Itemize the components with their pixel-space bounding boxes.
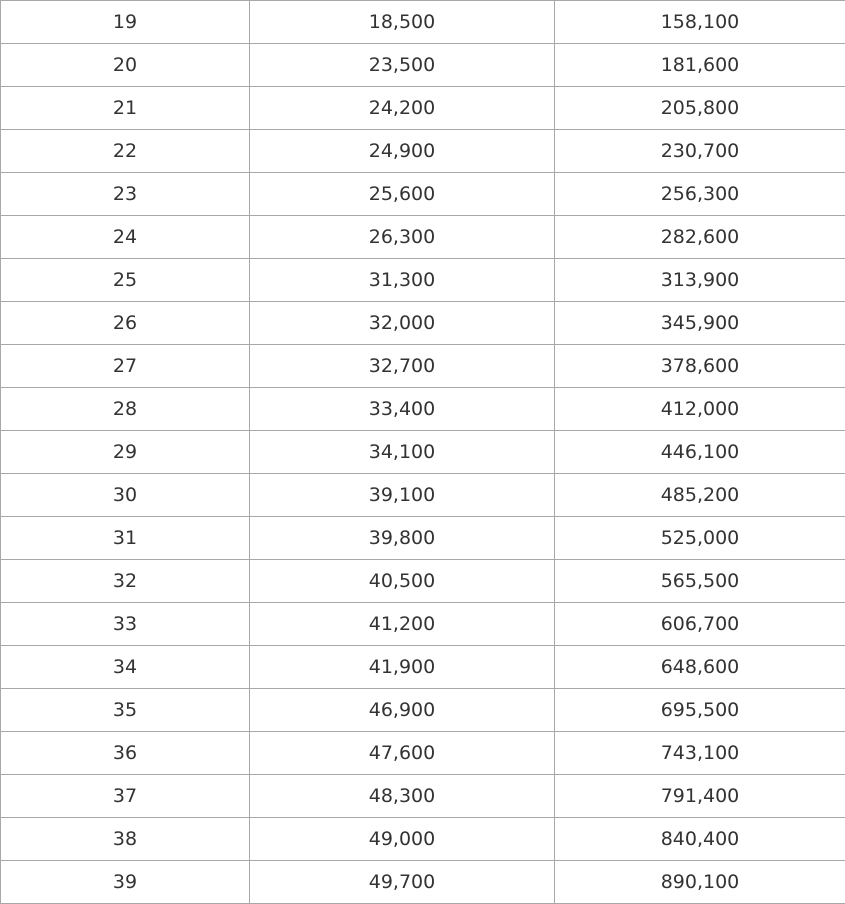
table-cell-value: 46,900 [250,689,555,732]
table-cell-total: 485,200 [555,474,845,517]
table-cell-level: 33 [1,603,250,646]
table-cell-level: 36 [1,732,250,775]
table-cell-total: 282,600 [555,216,845,259]
table-body [1,1,845,904]
table-cell-total: 345,900 [555,302,845,345]
table-row [1,388,845,431]
table-row [1,560,845,603]
table-row [1,861,845,904]
table-cell-value: 39,800 [250,517,555,560]
table-cell-total: 695,500 [555,689,845,732]
table-cell-value: 31,300 [250,259,555,302]
table-row [1,474,845,517]
table-cell-value: 49,700 [250,861,555,904]
table-cell-total: 256,300 [555,173,845,216]
table-cell-total: 205,800 [555,87,845,130]
table-row [1,345,845,388]
table-row [1,259,845,302]
table-cell-total: 648,600 [555,646,845,689]
table-row [1,431,845,474]
table-row [1,44,845,87]
table-cell-total: 791,400 [555,775,845,818]
table-cell-value: 26,300 [250,216,555,259]
table-cell-value: 41,900 [250,646,555,689]
table-cell-total: 230,700 [555,130,845,173]
table-cell-total: 565,500 [555,560,845,603]
table-cell-total: 181,600 [555,44,845,87]
table-cell-level: 35 [1,689,250,732]
table-row [1,216,845,259]
table-cell-level: 22 [1,130,250,173]
table-row [1,732,845,775]
table-cell-value: 18,500 [250,1,555,44]
table-cell-level: 21 [1,87,250,130]
table-cell-value: 49,000 [250,818,555,861]
table-cell-value: 47,600 [250,732,555,775]
table-cell-value: 40,500 [250,560,555,603]
table-cell-value: 24,900 [250,130,555,173]
table-cell-level: 29 [1,431,250,474]
table-cell-value: 39,100 [250,474,555,517]
table-cell-level: 34 [1,646,250,689]
table-cell-total: 890,100 [555,861,845,904]
table-row [1,302,845,345]
table-cell-value: 32,000 [250,302,555,345]
table-cell-level: 37 [1,775,250,818]
table-row [1,173,845,216]
table-cell-total: 606,700 [555,603,845,646]
table-cell-total: 446,100 [555,431,845,474]
table-cell-value: 24,200 [250,87,555,130]
table-row [1,517,845,560]
table-row [1,130,845,173]
table-cell-value: 34,100 [250,431,555,474]
table-cell-level: 25 [1,259,250,302]
table-row [1,775,845,818]
table-row [1,1,845,44]
table-cell-level: 20 [1,44,250,87]
table-cell-level: 31 [1,517,250,560]
table-cell-level: 30 [1,474,250,517]
table-cell-total: 840,400 [555,818,845,861]
table-cell-value: 32,700 [250,345,555,388]
table-row [1,818,845,861]
table-row [1,646,845,689]
table-cell-level: 27 [1,345,250,388]
table-cell-level: 28 [1,388,250,431]
table-cell-level: 19 [1,1,250,44]
table-cell-total: 313,900 [555,259,845,302]
table-cell-total: 525,000 [555,517,845,560]
table-row [1,603,845,646]
table-cell-total: 158,100 [555,1,845,44]
table-cell-value: 33,400 [250,388,555,431]
table-cell-value: 25,600 [250,173,555,216]
table-cell-value: 48,300 [250,775,555,818]
table-cell-total: 378,600 [555,345,845,388]
table-cell-level: 24 [1,216,250,259]
table-cell-level: 26 [1,302,250,345]
table-cell-level: 32 [1,560,250,603]
table-row [1,689,845,732]
table-row [1,87,845,130]
table-cell-level: 23 [1,173,250,216]
table-cell-value: 41,200 [250,603,555,646]
table-cell-level: 39 [1,861,250,904]
table-cell-level: 38 [1,818,250,861]
table-cell-value: 23,500 [250,44,555,87]
table-cell-total: 412,000 [555,388,845,431]
table-cell-total: 743,100 [555,732,845,775]
